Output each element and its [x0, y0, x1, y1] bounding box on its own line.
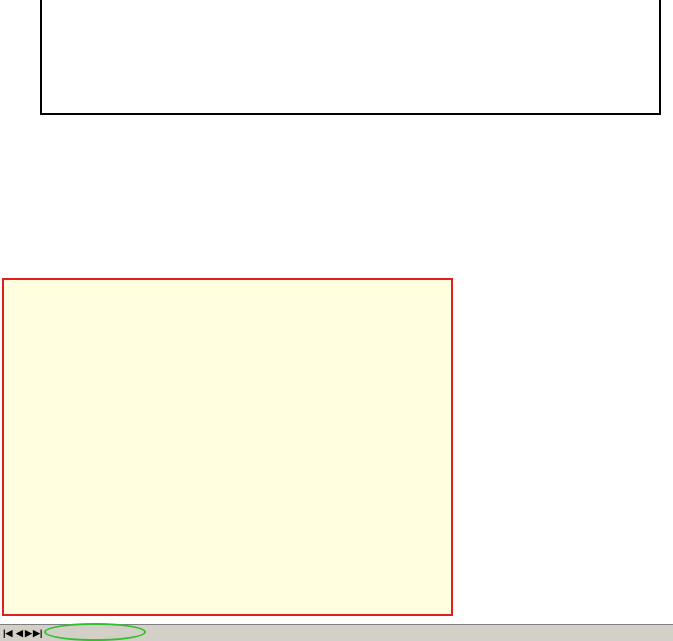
- prev-sheet-icon[interactable]: ◀: [16, 628, 23, 638]
- methodologies-box: [2, 278, 453, 616]
- active-tab-circle-annotation: [44, 623, 146, 641]
- next-sheet-icon[interactable]: ▶: [25, 628, 32, 638]
- last-sheet-icon[interactable]: ▶|: [33, 628, 43, 638]
- inputs-box-border: [40, 0, 661, 115]
- first-sheet-icon[interactable]: |◀: [3, 628, 13, 638]
